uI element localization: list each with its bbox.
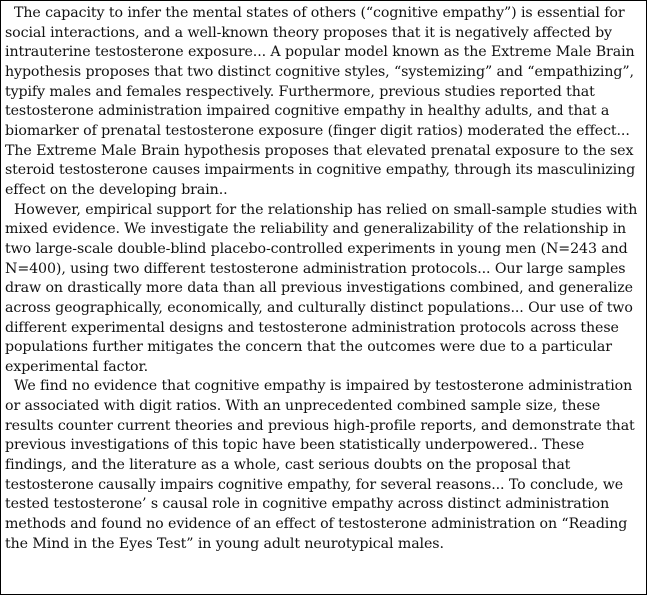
document-text bbox=[5, 4, 639, 554]
paragraph-findings: We find no evidence that cognitive empathy is impaired by testosterone administration or associated with digit ratios. With an unprecedented combined sample size, these results counter current theories and previous high-profile reports, and demonstrate that previous investigations of this topic have been statistically underpowered.. These findings, and the literature as a whole, cast serious doubts on the proposal that testosterone causally impairs cognitive empathy, for several reasons... To conclude, we tested testosterone’ s causal role in cognitive empathy across distinct administration methods and found no evidence of an effect of testosterone administration on “Reading the Mind in the Eyes Test” in young adult neurotypical males. bbox=[5, 378, 635, 552]
paragraph-intro: The capacity to infer the mental states of others (“cognitive empathy”) is essential for social interactions, and a well-known theory proposes that it is negatively affected by intrauterine testosterone exposure... A popular model known as the Extreme Male Brain hypothesis proposes that two distinct cognitive styles, “systemizing” and “empathizing”, typify males and females respectively. Furthermore, previous studies reported that testosterone administration impaired cognitive empathy in healthy adults, and that a biomarker of prenatal testosterone exposure (finger digit ratios) moderated the effect... The Extreme Male Brain hypothesis proposes that elevated prenatal exposure to the sex steroid testosterone causes impairments in cognitive empathy, through its masculinizing effect on the developing brain.. bbox=[5, 5, 636, 198]
paragraph-methods: However, empirical support for the relationship has relied on small-sample studies with mixed evidence. We investigate the reliability and generalizability of the relationship in two large-scale double-blind placebo-controlled experiments in young men (N=243 and N=400), using two different testosterone administration protocols... Our large samples draw on drastically more data than all previous investigations combined, and generalize across geographically, economically, and culturally distinct populations... Our use of two different experimental designs and testosterone administration protocols across these populations further mitigates the concern that the outcomes were due to a particular experimental factor. bbox=[5, 201, 638, 375]
